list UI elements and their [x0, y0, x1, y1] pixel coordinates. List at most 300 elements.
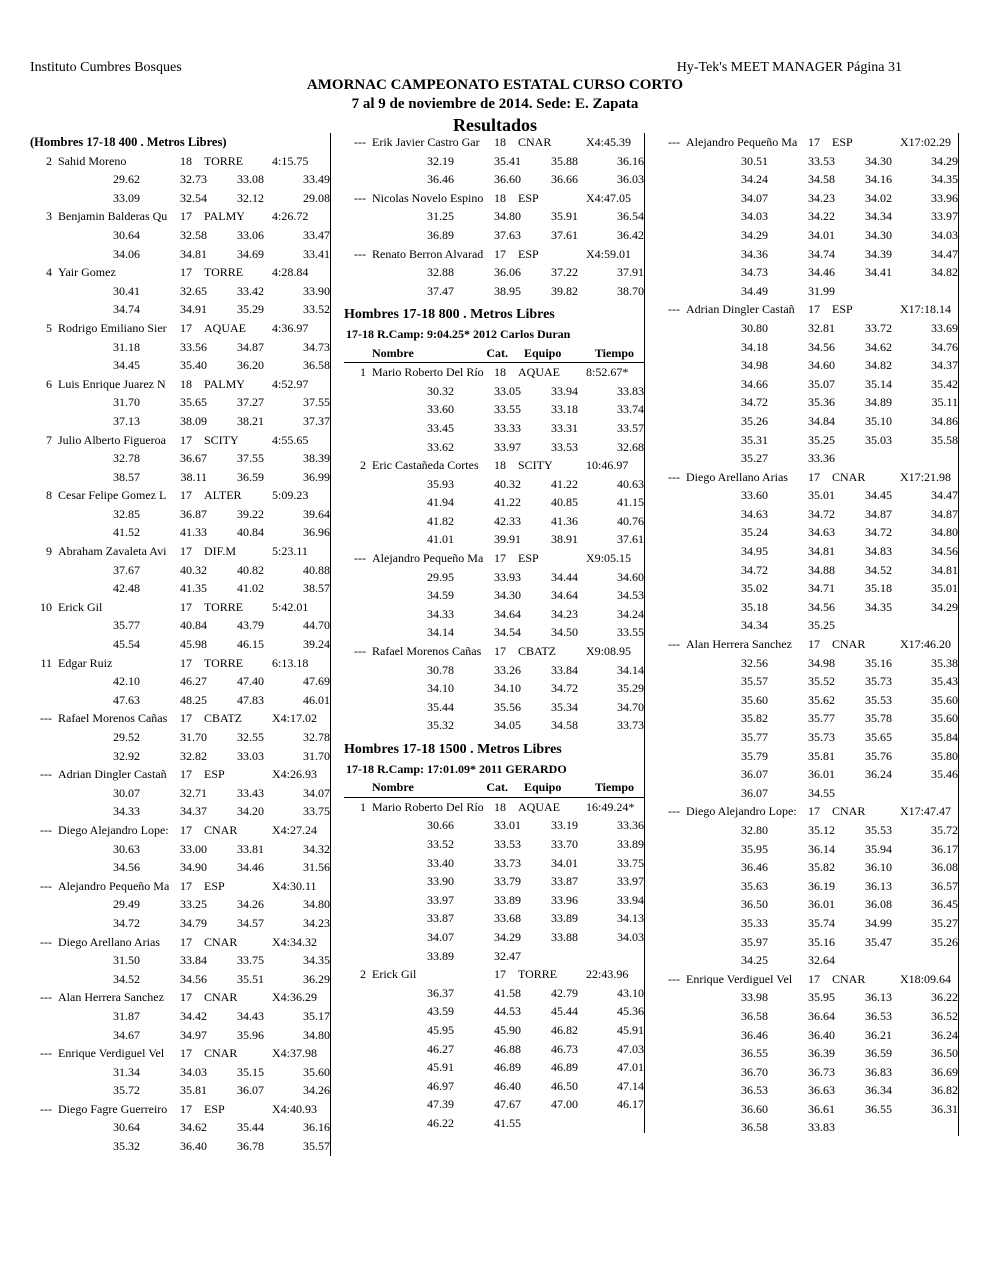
split-time: 34.74 [113, 302, 140, 317]
split-time: 34.34 [741, 618, 768, 633]
split-time: 34.72 [113, 915, 140, 930]
split-time: 34.71 [808, 581, 835, 596]
split-time: 33.89 [427, 948, 454, 963]
split-time: 34.82 [931, 265, 958, 280]
swimmer-name: Mario Roberto Del Río [372, 365, 484, 380]
split-time: 33.72 [865, 320, 892, 335]
split-time: 36.58 [741, 1008, 768, 1023]
split-time: 33.62 [427, 439, 454, 454]
swimmer-team: CNAR [832, 637, 866, 652]
swimmer-name: Julio Alberto Figueroa [58, 432, 166, 447]
split-time: 35.53 [865, 692, 892, 707]
splits-row [344, 947, 644, 966]
split-time: 38.21 [237, 413, 264, 428]
split-time: 46.17 [617, 1097, 644, 1112]
split-time: 34.98 [741, 358, 768, 373]
split-time: 33.73 [617, 718, 644, 733]
swimmer-team: CNAR [204, 822, 238, 837]
split-time: 32.19 [427, 153, 454, 168]
split-time: 34.05 [494, 718, 521, 733]
results-column-1 [30, 133, 330, 1156]
swimmer-row [30, 542, 330, 561]
split-time: 38.39 [303, 451, 330, 466]
split-time: 34.70 [617, 699, 644, 714]
splits-row [30, 579, 330, 598]
column-divider-3 [958, 133, 959, 1136]
split-time: 34.87 [237, 339, 264, 354]
swimmer-row [30, 486, 330, 505]
swimmer-team: ESP [204, 878, 225, 893]
split-time: 34.03 [741, 209, 768, 224]
split-time: 35.53 [865, 822, 892, 837]
split-time: 31.87 [113, 1008, 140, 1023]
swimmer-place: 11 [40, 655, 52, 670]
split-time: 33.60 [427, 402, 454, 417]
splits-row [30, 338, 330, 357]
swimmer-row [30, 152, 330, 171]
splits-row [658, 747, 958, 766]
swimmer-team: CNAR [518, 135, 552, 149]
swimmer-category: 18 [494, 365, 506, 380]
split-time: 45.36 [617, 1004, 644, 1019]
swimmer-category: 17 [494, 644, 506, 659]
swimmer-category: 17 [180, 488, 192, 503]
swimmer-name: Rafael Morenos Cañas [372, 644, 482, 659]
swimmer-row [30, 709, 330, 728]
swimmer-place: --- [40, 711, 52, 726]
swimmer-place: --- [354, 246, 366, 261]
split-time: 38.11 [180, 469, 207, 484]
swimmer-place: --- [668, 469, 680, 484]
column-header-time: Tiempo [594, 345, 634, 360]
split-time: 36.01 [808, 767, 835, 782]
split-time: 35.32 [427, 718, 454, 733]
split-time: 34.53 [617, 588, 644, 603]
swimmer-team: TORRE [518, 967, 558, 982]
split-time: 33.81 [237, 841, 264, 856]
swimmer-name: Diego Fagre Guerreiro [58, 1101, 168, 1116]
splits-row [30, 393, 330, 412]
swimmer-place: 10 [40, 599, 52, 614]
split-time: 37.37 [303, 413, 330, 428]
split-time: 41.02 [237, 581, 264, 596]
split-time: 34.81 [931, 562, 958, 577]
swimmer-name: Erik Javier Castro Gar [372, 135, 480, 149]
split-time: 30.78 [427, 662, 454, 677]
swimmer-time: 6:13.18 [272, 655, 309, 670]
split-time: 35.10 [865, 413, 892, 428]
split-time: 47.67 [494, 1097, 521, 1112]
split-time: 35.25 [808, 432, 835, 447]
splits-row [30, 170, 330, 189]
splits-row [344, 1058, 644, 1077]
split-time: 36.53 [865, 1008, 892, 1023]
swimmer-row [30, 1100, 330, 1119]
split-time: 39.91 [494, 532, 521, 547]
split-time: 29.62 [113, 172, 140, 187]
split-time: 36.50 [931, 1046, 958, 1061]
swimmer-place: 2 [360, 967, 366, 982]
split-time: 36.46 [741, 1027, 768, 1042]
split-time: 42.10 [113, 674, 140, 689]
split-time: 41.82 [427, 513, 454, 528]
split-time: 33.70 [551, 836, 578, 851]
swimmer-team: ESP [832, 135, 853, 149]
swimmer-time: X4:45.39 [586, 135, 631, 149]
split-time: 33.03 [237, 748, 264, 763]
splits-row [658, 933, 958, 952]
swimmer-name: Alejandro Pequeño Ma [58, 878, 170, 893]
split-time: 36.24 [931, 1027, 958, 1042]
split-time: 34.72 [741, 562, 768, 577]
splits-row [658, 449, 958, 468]
splits-row [30, 300, 330, 319]
swimmer-row [30, 933, 330, 952]
split-time: 34.95 [741, 544, 768, 559]
split-time: 47.63 [113, 692, 140, 707]
swimmer-row [30, 207, 330, 226]
split-time: 33.69 [931, 320, 958, 335]
split-time: 46.89 [551, 1060, 578, 1075]
split-time: 34.52 [113, 971, 140, 986]
splits-row [30, 858, 330, 877]
split-time: 34.56 [808, 599, 835, 614]
splits-row [344, 891, 644, 910]
swimmer-name: Mario Roberto Del Río [372, 799, 484, 814]
split-time: 34.99 [865, 915, 892, 930]
splits-row [30, 282, 330, 301]
swimmer-time: X17:47.47 [900, 804, 951, 819]
swimmer-team: DIF.M [204, 544, 237, 559]
splits-row [344, 152, 644, 171]
swimmer-team: TORRE [204, 655, 244, 670]
split-time: 32.71 [180, 785, 207, 800]
split-time: 36.99 [303, 469, 330, 484]
split-time: 34.86 [931, 413, 958, 428]
swimmer-category: 18 [180, 153, 192, 168]
split-time: 34.81 [808, 544, 835, 559]
split-time: 33.79 [494, 874, 521, 889]
column-header-name: Nombre [372, 345, 414, 360]
section-title: Resultados [452, 115, 537, 135]
splits-row [344, 679, 644, 698]
split-time: 34.10 [494, 681, 521, 696]
split-time: 34.97 [180, 1027, 207, 1042]
split-time: 35.51 [237, 971, 264, 986]
split-time: 34.83 [865, 544, 892, 559]
split-time: 34.30 [865, 227, 892, 242]
split-time: 34.45 [865, 488, 892, 503]
swimmer-category: 17 [494, 967, 506, 982]
split-time: 32.12 [237, 190, 264, 205]
split-time: 36.64 [808, 1008, 835, 1023]
meet-title: AMORNAC CAMPEONATO ESTATAL CURSO CORTO [306, 77, 684, 93]
swimmer-row [30, 263, 330, 282]
splits-row [658, 784, 958, 803]
split-time: 34.73 [303, 339, 330, 354]
split-time: 45.98 [180, 637, 207, 652]
split-time: 35.14 [865, 376, 892, 391]
split-time: 34.03 [180, 1064, 207, 1079]
event-continuation-text: (Hombres 17-18 400 . Metros Libres) [30, 135, 227, 149]
split-time: 35.73 [865, 674, 892, 689]
swimmer-place: --- [668, 804, 680, 819]
swimmer-name: Rafael Morenos Cañas [58, 711, 168, 726]
split-time: 35.18 [865, 581, 892, 596]
split-time: 35.44 [427, 699, 454, 714]
splits-row [30, 1081, 330, 1100]
swimmer-time: 10:46.97 [586, 458, 629, 473]
swimmer-team: ESP [518, 190, 539, 205]
split-time: 35.47 [865, 934, 892, 949]
swimmer-category: 17 [180, 655, 192, 670]
swimmer-time: X17:21.98 [900, 469, 951, 484]
splits-row [658, 356, 958, 375]
split-time: 34.25 [741, 953, 768, 968]
split-time: 38.95 [494, 283, 521, 298]
swimmer-name: Cesar Felipe Gomez L [58, 488, 167, 503]
split-time: 35.78 [865, 711, 892, 726]
split-time: 34.32 [303, 841, 330, 856]
swimmer-time: X4:34.32 [272, 934, 317, 949]
splits-row [30, 840, 330, 859]
split-time: 30.80 [741, 320, 768, 335]
split-time: 43.59 [427, 1004, 454, 1019]
split-time: 32.78 [303, 730, 330, 744]
split-time: 34.29 [931, 599, 958, 614]
split-time: 35.95 [741, 841, 768, 856]
swimmer-team: CNAR [832, 971, 866, 986]
split-time: 36.78 [237, 1139, 264, 1154]
split-time: 34.47 [931, 246, 958, 261]
split-time: 40.88 [303, 562, 330, 577]
splits-row [344, 493, 644, 512]
split-time: 36.40 [808, 1027, 835, 1042]
split-time: 35.74 [808, 915, 835, 930]
swimmer-name: Rodrigo Emiliano Sier [58, 320, 167, 335]
swimmer-category: 17 [180, 822, 192, 837]
splits-row [658, 654, 958, 673]
swimmer-time: X17:02.29 [900, 135, 951, 149]
event-title: Hombres 17-18 800 . Metros Libres [344, 307, 555, 323]
column-header-team: Equipo [524, 345, 562, 360]
split-time: 35.84 [931, 730, 958, 744]
split-time: 34.67 [113, 1027, 140, 1042]
swimmer-place: 4 [46, 265, 52, 280]
split-time: 30.64 [113, 227, 140, 242]
swimmer-category: 17 [808, 971, 820, 986]
split-time: 32.81 [808, 320, 835, 335]
swimmer-team: CNAR [204, 934, 238, 949]
split-time: 35.91 [551, 209, 578, 224]
split-time: 35.96 [237, 1027, 264, 1042]
split-time: 36.59 [865, 1046, 892, 1061]
splits-row [30, 1007, 330, 1026]
split-time: 31.70 [113, 395, 140, 410]
swimmer-category: 18 [180, 376, 192, 391]
split-time: 31.50 [113, 953, 140, 968]
swimmer-name: Nicolas Novelo Espino [372, 190, 484, 205]
swimmer-row [658, 300, 958, 319]
splits-row [658, 728, 958, 747]
swimmer-place: --- [668, 637, 680, 652]
swimmer-row [344, 549, 644, 568]
split-time: 34.73 [741, 265, 768, 280]
split-time: 34.24 [741, 172, 768, 187]
split-time: 42.48 [113, 581, 140, 596]
split-time: 34.30 [494, 588, 521, 603]
splits-row [658, 765, 958, 784]
split-time: 34.59 [427, 588, 454, 603]
split-time: 34.10 [427, 681, 454, 696]
swimmer-team: CNAR [204, 1046, 238, 1061]
swimmer-place: --- [354, 551, 366, 566]
swimmer-name: Diego Alejandro Lope: [686, 804, 797, 819]
split-time: 34.87 [931, 506, 958, 521]
swimmer-place: 2 [360, 458, 366, 473]
swimmer-place: --- [40, 878, 52, 893]
split-time: 34.23 [303, 915, 330, 930]
split-time: 35.07 [808, 376, 835, 391]
split-time: 39.82 [551, 283, 578, 298]
splits-row [30, 189, 330, 208]
split-time: 33.09 [113, 190, 140, 205]
splits-row [344, 1114, 644, 1133]
split-time: 34.56 [931, 544, 958, 559]
split-time: 33.94 [551, 383, 578, 398]
split-time: 36.55 [865, 1101, 892, 1116]
split-time: 38.70 [617, 283, 644, 298]
swimmer-category: 18 [494, 799, 506, 814]
splits-row [30, 523, 330, 542]
swimmer-category: 17 [180, 432, 192, 447]
split-time: 41.58 [494, 985, 521, 1000]
split-time: 34.20 [237, 804, 264, 819]
split-time: 34.43 [237, 1008, 264, 1023]
swimmer-row [344, 965, 644, 984]
split-time: 36.67 [180, 451, 207, 466]
split-time: 35.44 [237, 1120, 264, 1135]
split-time: 37.22 [551, 265, 578, 280]
split-time: 38.09 [180, 413, 207, 428]
split-time: 36.54 [617, 209, 644, 224]
split-time: 45.91 [617, 1022, 644, 1037]
split-time: 31.99 [808, 283, 835, 298]
split-time: 41.35 [180, 581, 207, 596]
split-time: 36.39 [808, 1046, 835, 1061]
split-time: 36.07 [741, 767, 768, 782]
swimmer-place: --- [668, 971, 680, 986]
split-time: 32.68 [617, 439, 644, 454]
swimmer-name: Abraham Zavaleta Avi [58, 544, 167, 559]
split-time: 36.17 [931, 841, 958, 856]
split-time: 36.46 [741, 860, 768, 875]
swimmer-place: --- [668, 135, 680, 149]
split-time: 44.70 [303, 618, 330, 633]
swimmer-place: 6 [46, 376, 52, 391]
splits-row [658, 616, 958, 635]
swimmer-row [30, 654, 330, 673]
split-time: 34.22 [808, 209, 835, 224]
split-time: 35.82 [741, 711, 768, 726]
split-time: 35.77 [113, 618, 140, 633]
swimmer-row [658, 802, 958, 821]
split-time: 35.01 [931, 581, 958, 596]
splits-row [344, 1040, 644, 1059]
split-time: 45.95 [427, 1022, 454, 1037]
split-time: 29.08 [303, 190, 330, 205]
split-time: 34.45 [113, 358, 140, 373]
swimmer-row [344, 363, 644, 382]
splits-row [658, 561, 958, 580]
split-time: 33.53 [551, 439, 578, 454]
swimmer-time: X4:40.93 [272, 1101, 317, 1116]
swimmer-place: 1 [360, 799, 366, 814]
splits-row [658, 523, 958, 542]
split-time: 33.74 [617, 402, 644, 417]
split-time: 35.63 [741, 878, 768, 893]
splits-row [344, 400, 644, 419]
split-time: 34.90 [180, 860, 207, 875]
splits-row [30, 561, 330, 580]
swimmer-time: X4:30.11 [272, 878, 317, 893]
split-time: 34.23 [808, 190, 835, 205]
split-time: 30.51 [741, 153, 768, 168]
swimmer-team: ESP [204, 767, 225, 782]
split-time: 33.52 [427, 836, 454, 851]
swimmer-team: AQUAE [518, 799, 560, 814]
split-time: 33.90 [303, 283, 330, 298]
split-time: 36.60 [741, 1101, 768, 1116]
swimmer-name: Erick Gil [372, 967, 417, 982]
split-time: 34.98 [808, 655, 835, 670]
split-time: 46.97 [427, 1078, 454, 1093]
splits-row [658, 338, 958, 357]
splits-row [30, 747, 330, 766]
swimmer-team: SCITY [518, 458, 553, 473]
split-time: 32.56 [741, 655, 768, 670]
split-time: 44.53 [494, 1004, 521, 1019]
swimmer-time: X17:46.20 [900, 637, 951, 652]
split-time: 35.12 [808, 822, 835, 837]
split-time: 36.03 [617, 172, 644, 187]
split-time: 34.29 [741, 227, 768, 242]
split-time: 31.18 [113, 339, 140, 354]
splits-row [344, 586, 644, 605]
splits-row [344, 207, 644, 226]
column-header-time: Tiempo [594, 780, 634, 795]
split-time: 35.65 [865, 730, 892, 744]
swimmer-team: ESP [204, 1101, 225, 1116]
split-time: 33.97 [427, 892, 454, 907]
split-time: 32.54 [180, 190, 207, 205]
split-time: 48.25 [180, 692, 207, 707]
split-time: 31.70 [303, 748, 330, 763]
split-time: 33.75 [303, 804, 330, 819]
split-time: 35.52 [808, 674, 835, 689]
swimmer-time: 4:26.72 [272, 209, 309, 224]
split-time: 45.90 [494, 1022, 521, 1037]
split-time: 43.79 [237, 618, 264, 633]
split-time: 35.16 [808, 934, 835, 949]
splits-row [658, 282, 958, 301]
split-time: 34.39 [865, 246, 892, 261]
split-time: 34.72 [551, 681, 578, 696]
swimmer-team: AQUAE [518, 365, 560, 380]
split-time: 33.41 [303, 246, 330, 261]
split-time: 29.95 [427, 569, 454, 584]
swimmer-team: PALMY [204, 376, 245, 391]
